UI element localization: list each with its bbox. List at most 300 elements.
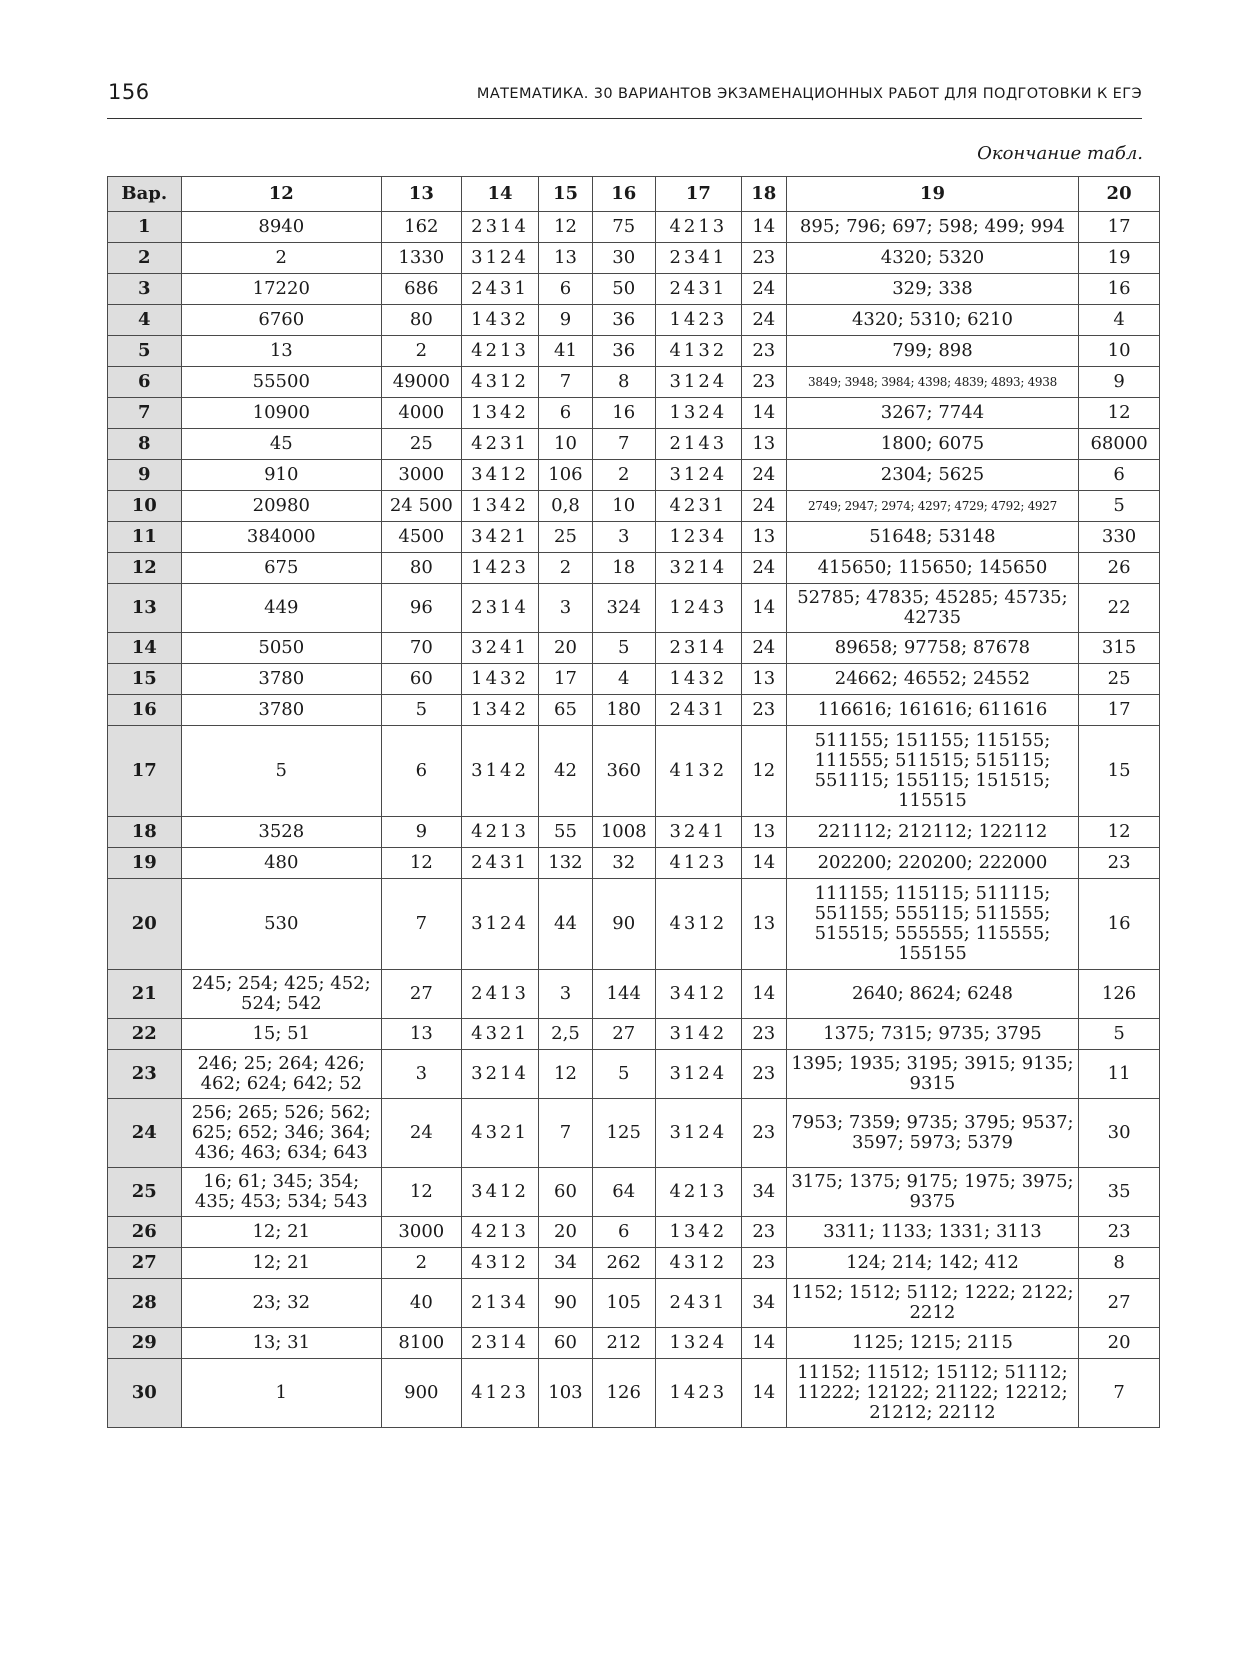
answer-cell: 4000 (381, 398, 461, 429)
answer-cell: 14 (741, 1359, 786, 1428)
variant-number-cell: 7 (108, 398, 182, 429)
answer-cell: 23 (741, 1050, 786, 1099)
answer-cell: 23 (741, 1217, 786, 1248)
answer-cell: 4312 (461, 367, 539, 398)
answer-cell: 530 (181, 879, 381, 970)
answer-cell: 2314 (461, 584, 539, 633)
answer-cell: 221112; 212112; 122112 (786, 817, 1078, 848)
answer-cell: 1008 (592, 817, 655, 848)
answer-cell: 16 (592, 398, 655, 429)
variant-number-cell: 20 (108, 879, 182, 970)
variant-number-cell: 4 (108, 305, 182, 336)
column-header: 19 (786, 177, 1078, 212)
answer-cell: 3142 (461, 726, 539, 817)
answer-cell: 7953; 7359; 9735; 3795; 9537; 3597; 5973; 5379 (786, 1099, 1078, 1168)
answer-cell: 4213 (655, 212, 741, 243)
variant-number-cell: 24 (108, 1099, 182, 1168)
answer-cell: 2,5 (539, 1019, 592, 1050)
answer-cell: 25 (381, 429, 461, 460)
answer-cell: 13 (181, 336, 381, 367)
answer-cell: 3241 (655, 817, 741, 848)
answer-cell: 30 (592, 243, 655, 274)
answer-cell: 36 (592, 305, 655, 336)
answer-cell: 23 (741, 367, 786, 398)
answer-cell: 65 (539, 695, 592, 726)
answer-cell: 1423 (461, 553, 539, 584)
answer-cell: 2 (539, 553, 592, 584)
answer-cell: 24662; 46552; 24552 (786, 664, 1078, 695)
answer-cell: 1342 (461, 695, 539, 726)
variant-number-cell: 10 (108, 491, 182, 522)
answer-cell: 4213 (461, 336, 539, 367)
answer-cell: 24 (381, 1099, 461, 1168)
answer-cell: 329; 338 (786, 274, 1078, 305)
answer-cell: 449 (181, 584, 381, 633)
answer-cell: 686 (381, 274, 461, 305)
answer-cell: 1342 (655, 1217, 741, 1248)
table-row (108, 553, 1160, 584)
answer-cell: 34 (539, 1248, 592, 1279)
table-row (108, 1217, 1160, 1248)
table-row (108, 336, 1160, 367)
answer-cell: 96 (381, 584, 461, 633)
variant-number-cell: 1 (108, 212, 182, 243)
answer-cell: 23 (741, 695, 786, 726)
variant-number-cell: 29 (108, 1328, 182, 1359)
answer-cell: 24 (741, 460, 786, 491)
answer-cell: 2143 (655, 429, 741, 460)
answer-cell: 3 (539, 584, 592, 633)
answer-cell: 3 (592, 522, 655, 553)
answer-cell: 52785; 47835; 45285; 45735; 42735 (786, 584, 1078, 633)
answer-cell: 6 (1079, 460, 1160, 491)
variant-number-cell: 16 (108, 695, 182, 726)
answer-cell: 8100 (381, 1328, 461, 1359)
answer-cell: 55 (539, 817, 592, 848)
answer-cell: 14 (741, 970, 786, 1019)
answer-cell: 5050 (181, 633, 381, 664)
answer-cell: 315 (1079, 633, 1160, 664)
answer-cell: 7 (539, 1099, 592, 1168)
answer-cell: 2431 (655, 695, 741, 726)
table-body (108, 212, 1160, 1428)
answer-cell: 895; 796; 697; 598; 499; 994 (786, 212, 1078, 243)
answer-cell: 23 (741, 1248, 786, 1279)
answer-cell: 20 (1079, 1328, 1160, 1359)
table-row (108, 817, 1160, 848)
running-title: МАТЕМАТИКА. 30 ВАРИАНТОВ ЭКЗАМЕНАЦИОННЫХ РАБОТ ДЛЯ ПОДГОТОВКИ К ЕГЭ (476, 86, 1142, 102)
answer-cell: 75 (592, 212, 655, 243)
answer-cell: 3214 (655, 553, 741, 584)
page-number: 156 (108, 80, 150, 104)
answer-cell: 27 (592, 1019, 655, 1050)
answer-cell: 23 (741, 336, 786, 367)
answer-cell: 18 (592, 553, 655, 584)
answer-cell: 12; 21 (181, 1217, 381, 1248)
answer-cell: 5 (592, 633, 655, 664)
answer-cell: 23 (1079, 848, 1160, 879)
answer-cell: 13 (539, 243, 592, 274)
answer-cell: 19 (1079, 243, 1160, 274)
answer-cell: 2413 (461, 970, 539, 1019)
table-row (108, 212, 1160, 243)
answer-cell: 8940 (181, 212, 381, 243)
answer-cell: 6 (539, 274, 592, 305)
answer-cell: 2314 (461, 212, 539, 243)
answer-cell: 80 (381, 553, 461, 584)
answer-cell: 64 (592, 1168, 655, 1217)
column-header: 16 (592, 177, 655, 212)
table-row (108, 584, 1160, 633)
answer-cell: 3780 (181, 695, 381, 726)
answer-cell: 5 (381, 695, 461, 726)
answer-cell: 511155; 151155; 115155; 111555; 511515; 515115; 551115; 155115; 151515; 115515 (786, 726, 1078, 817)
answer-cell: 24 (741, 553, 786, 584)
answer-cell: 20 (539, 1217, 592, 1248)
answer-cell: 4123 (655, 848, 741, 879)
answer-cell: 324 (592, 584, 655, 633)
variant-number-cell: 27 (108, 1248, 182, 1279)
answer-cell: 80 (381, 305, 461, 336)
answer-cell: 60 (539, 1168, 592, 1217)
answer-cell: 24 (741, 491, 786, 522)
answer-cell: 23 (741, 243, 786, 274)
table-row (108, 848, 1160, 879)
variant-number-cell: 13 (108, 584, 182, 633)
answer-cell: 25 (1079, 664, 1160, 695)
answer-cell: 202200; 220200; 222000 (786, 848, 1078, 879)
answer-cell: 132 (539, 848, 592, 879)
answer-cell: 125 (592, 1099, 655, 1168)
table-row (108, 367, 1160, 398)
table-row (108, 398, 1160, 429)
answer-cell: 144 (592, 970, 655, 1019)
answer-cell: 13 (741, 817, 786, 848)
answer-cell: 45 (181, 429, 381, 460)
answer-cell: 2 (592, 460, 655, 491)
table-row (108, 970, 1160, 1019)
answer-cell: 910 (181, 460, 381, 491)
answer-cell: 3124 (461, 879, 539, 970)
answer-cell: 12 (381, 1168, 461, 1217)
answer-cell: 3214 (461, 1050, 539, 1099)
answer-cell: 1324 (655, 1328, 741, 1359)
answer-cell: 17 (539, 664, 592, 695)
column-header: 20 (1079, 177, 1160, 212)
answer-cell: 42 (539, 726, 592, 817)
variant-number-cell: 30 (108, 1359, 182, 1428)
answer-cell: 51648; 53148 (786, 522, 1078, 553)
answer-cell: 3 (381, 1050, 461, 1099)
answer-cell: 90 (539, 1279, 592, 1328)
variant-number-cell: 8 (108, 429, 182, 460)
answer-cell: 900 (381, 1359, 461, 1428)
answer-cell: 2304; 5625 (786, 460, 1078, 491)
answer-cell: 9 (381, 817, 461, 848)
table-row (108, 1099, 1160, 1168)
table-row (108, 429, 1160, 460)
answer-cell: 3175; 1375; 9175; 1975; 3975; 9375 (786, 1168, 1078, 1217)
answer-cell: 23; 32 (181, 1279, 381, 1328)
answer-cell: 6 (381, 726, 461, 817)
answer-cell: 1423 (655, 1359, 741, 1428)
answer-cell: 246; 25; 264; 426; 462; 624; 642; 52 (181, 1050, 381, 1099)
variant-number-cell: 12 (108, 553, 182, 584)
answer-cell: 5 (592, 1050, 655, 1099)
variant-number-cell: 11 (108, 522, 182, 553)
answer-cell: 2314 (655, 633, 741, 664)
answer-cell: 2749; 2947; 2974; 4297; 4729; 4792; 4927 (786, 491, 1078, 522)
variant-number-cell: 18 (108, 817, 182, 848)
answer-cell: 245; 254; 425; 452; 524; 542 (181, 970, 381, 1019)
table-row (108, 695, 1160, 726)
answer-cell: 60 (381, 664, 461, 695)
answer-cell: 180 (592, 695, 655, 726)
header-rule (107, 118, 1142, 119)
answer-cell: 330 (1079, 522, 1160, 553)
answer-cell: 23 (741, 1099, 786, 1168)
table-row (108, 460, 1160, 491)
table-row (108, 274, 1160, 305)
answer-cell: 4132 (655, 336, 741, 367)
column-header: 13 (381, 177, 461, 212)
answer-cell: 7 (1079, 1359, 1160, 1428)
answer-cell: 12; 21 (181, 1248, 381, 1279)
answer-cell: 126 (1079, 970, 1160, 1019)
answer-cell: 3124 (655, 1050, 741, 1099)
answer-cell: 103 (539, 1359, 592, 1428)
answer-cell: 675 (181, 553, 381, 584)
answer-cell: 5 (181, 726, 381, 817)
answer-cell: 10 (1079, 336, 1160, 367)
answer-cell: 16 (1079, 274, 1160, 305)
answer-cell: 2640; 8624; 6248 (786, 970, 1078, 1019)
answer-cell: 13 (741, 879, 786, 970)
answer-cell: 2 (381, 336, 461, 367)
answer-cell: 20980 (181, 491, 381, 522)
answer-cell: 2 (181, 243, 381, 274)
answer-cell: 2431 (655, 274, 741, 305)
answer-cell: 415650; 115650; 145650 (786, 553, 1078, 584)
answer-cell: 4312 (461, 1248, 539, 1279)
answer-cell: 8 (592, 367, 655, 398)
answer-cell: 4231 (461, 429, 539, 460)
answer-cell: 13 (741, 429, 786, 460)
table-row (108, 1168, 1160, 1217)
variant-number-cell: 17 (108, 726, 182, 817)
answer-cell: 13 (741, 664, 786, 695)
answer-cell: 3311; 1133; 1331; 3113 (786, 1217, 1078, 1248)
answer-cell: 12 (539, 212, 592, 243)
answer-cell: 2341 (655, 243, 741, 274)
answer-cell: 162 (381, 212, 461, 243)
answer-cell: 5 (1079, 491, 1160, 522)
answer-cell: 12 (539, 1050, 592, 1099)
column-header: 15 (539, 177, 592, 212)
answer-cell: 2314 (461, 1328, 539, 1359)
answer-cell: 35 (1079, 1168, 1160, 1217)
answer-cell: 1152; 1512; 5112; 1222; 2122; 2212 (786, 1279, 1078, 1328)
answer-cell: 1432 (655, 664, 741, 695)
variant-number-cell: 19 (108, 848, 182, 879)
answer-cell: 4231 (655, 491, 741, 522)
variant-number-cell: 23 (108, 1050, 182, 1099)
answer-cell: 105 (592, 1279, 655, 1328)
answer-cell: 1330 (381, 243, 461, 274)
answer-cell: 2431 (461, 848, 539, 879)
answer-cell: 4 (1079, 305, 1160, 336)
answer-cell: 17 (1079, 695, 1160, 726)
answer-cell: 24 (741, 633, 786, 664)
variant-number-cell: 6 (108, 367, 182, 398)
answer-cell: 4500 (381, 522, 461, 553)
answer-cell: 8 (1079, 1248, 1160, 1279)
answer-cell: 480 (181, 848, 381, 879)
answer-cell: 1342 (461, 491, 539, 522)
answer-cell: 36 (592, 336, 655, 367)
answer-cell: 10 (592, 491, 655, 522)
answer-cell: 22 (1079, 584, 1160, 633)
answer-cell: 16 (1079, 879, 1160, 970)
answer-cell: 32 (592, 848, 655, 879)
variant-number-cell: 26 (108, 1217, 182, 1248)
answer-cell: 106 (539, 460, 592, 491)
answer-cell: 60 (539, 1328, 592, 1359)
answer-cell: 3849; 3948; 3984; 4398; 4839; 4893; 4938 (786, 367, 1078, 398)
answer-cell: 10 (539, 429, 592, 460)
answer-cell: 14 (741, 584, 786, 633)
answer-cell: 23 (1079, 1217, 1160, 1248)
answer-cell: 4321 (461, 1019, 539, 1050)
answer-cell: 3267; 7744 (786, 398, 1078, 429)
answer-cell: 41 (539, 336, 592, 367)
answer-cell: 4312 (655, 1248, 741, 1279)
answer-cell: 3780 (181, 664, 381, 695)
answer-cell: 3000 (381, 460, 461, 491)
answer-cell: 44 (539, 879, 592, 970)
variant-number-cell: 25 (108, 1168, 182, 1217)
answer-cell: 11152; 11512; 15112; 51112; 11222; 12122; 21122; 12212; 21212; 22112 (786, 1359, 1078, 1428)
answer-cell: 1342 (461, 398, 539, 429)
table-row (108, 879, 1160, 970)
answer-cell: 17220 (181, 274, 381, 305)
answer-cell: 384000 (181, 522, 381, 553)
table-row (108, 1328, 1160, 1359)
answer-cell: 15; 51 (181, 1019, 381, 1050)
answer-cell: 50 (592, 274, 655, 305)
answer-cell: 11 (1079, 1050, 1160, 1099)
answer-cell: 15 (1079, 726, 1160, 817)
table-row (108, 633, 1160, 664)
answer-cell: 256; 265; 526; 562; 625; 652; 346; 364; 436; 463; 634; 643 (181, 1099, 381, 1168)
variant-number-cell: 14 (108, 633, 182, 664)
answer-cell: 3421 (461, 522, 539, 553)
variant-number-cell: 15 (108, 664, 182, 695)
answer-cell: 1234 (655, 522, 741, 553)
answer-cell: 24 (741, 305, 786, 336)
answer-cell: 3124 (655, 460, 741, 491)
table-header-row (108, 177, 1160, 212)
answer-cell: 13; 31 (181, 1328, 381, 1359)
answer-cell: 2431 (461, 274, 539, 305)
answer-cell: 17 (1079, 212, 1160, 243)
table-row (108, 491, 1160, 522)
answer-cell: 14 (741, 212, 786, 243)
answer-cell: 3142 (655, 1019, 741, 1050)
variant-number-cell: 2 (108, 243, 182, 274)
answer-cell: 3 (539, 970, 592, 1019)
answer-cell: 799; 898 (786, 336, 1078, 367)
answer-cell: 1432 (461, 664, 539, 695)
answer-cell: 9 (539, 305, 592, 336)
answer-cell: 1432 (461, 305, 539, 336)
answer-cell: 3412 (461, 460, 539, 491)
answer-cell: 3412 (655, 970, 741, 1019)
table-row (108, 243, 1160, 274)
answer-cell: 24 500 (381, 491, 461, 522)
answer-cell: 10900 (181, 398, 381, 429)
answer-cell: 23 (741, 1019, 786, 1050)
answer-cell: 89658; 97758; 87678 (786, 633, 1078, 664)
answer-cell: 13 (741, 522, 786, 553)
answer-cell: 90 (592, 879, 655, 970)
answer-cell: 6760 (181, 305, 381, 336)
answer-cell: 25 (539, 522, 592, 553)
answer-cell: 3241 (461, 633, 539, 664)
table-row (108, 726, 1160, 817)
answer-cell: 68000 (1079, 429, 1160, 460)
answer-cell: 111155; 115115; 511115; 551155; 555115; 511555; 515515; 555555; 115555; 155155 (786, 879, 1078, 970)
column-header: 18 (741, 177, 786, 212)
answer-cell: 4321 (461, 1099, 539, 1168)
answer-cell: 13 (381, 1019, 461, 1050)
answer-cell: 3124 (461, 243, 539, 274)
variant-number-cell: 28 (108, 1279, 182, 1328)
answer-cell: 4123 (461, 1359, 539, 1428)
answer-cell: 0,8 (539, 491, 592, 522)
answer-cell: 1125; 1215; 2115 (786, 1328, 1078, 1359)
answer-cell: 27 (1079, 1279, 1160, 1328)
answer-cell: 4213 (655, 1168, 741, 1217)
answer-cell: 1800; 6075 (786, 429, 1078, 460)
answer-cell: 7 (592, 429, 655, 460)
answer-cell: 55500 (181, 367, 381, 398)
answer-cell: 1375; 7315; 9735; 3795 (786, 1019, 1078, 1050)
answer-cell: 40 (381, 1279, 461, 1328)
answer-cell: 30 (1079, 1099, 1160, 1168)
answer-cell: 34 (741, 1168, 786, 1217)
answer-cell: 16; 61; 345; 354; 435; 453; 534; 543 (181, 1168, 381, 1217)
table-row (108, 1050, 1160, 1099)
answers-table (107, 176, 1160, 1428)
table-row (108, 1359, 1160, 1428)
table-row (108, 522, 1160, 553)
table-caption: Окончание табл. (977, 143, 1143, 164)
variant-number-cell: 21 (108, 970, 182, 1019)
table-row (108, 1248, 1160, 1279)
answer-cell: 26 (1079, 553, 1160, 584)
answer-cell: 12 (741, 726, 786, 817)
answer-cell: 5 (1079, 1019, 1160, 1050)
answer-cell: 49000 (381, 367, 461, 398)
answer-cell: 1324 (655, 398, 741, 429)
answer-cell: 3124 (655, 1099, 741, 1168)
answer-cell: 4213 (461, 817, 539, 848)
answer-cell: 2431 (655, 1279, 741, 1328)
answer-cell: 3124 (655, 367, 741, 398)
table-row (108, 664, 1160, 695)
answer-cell: 6 (592, 1217, 655, 1248)
